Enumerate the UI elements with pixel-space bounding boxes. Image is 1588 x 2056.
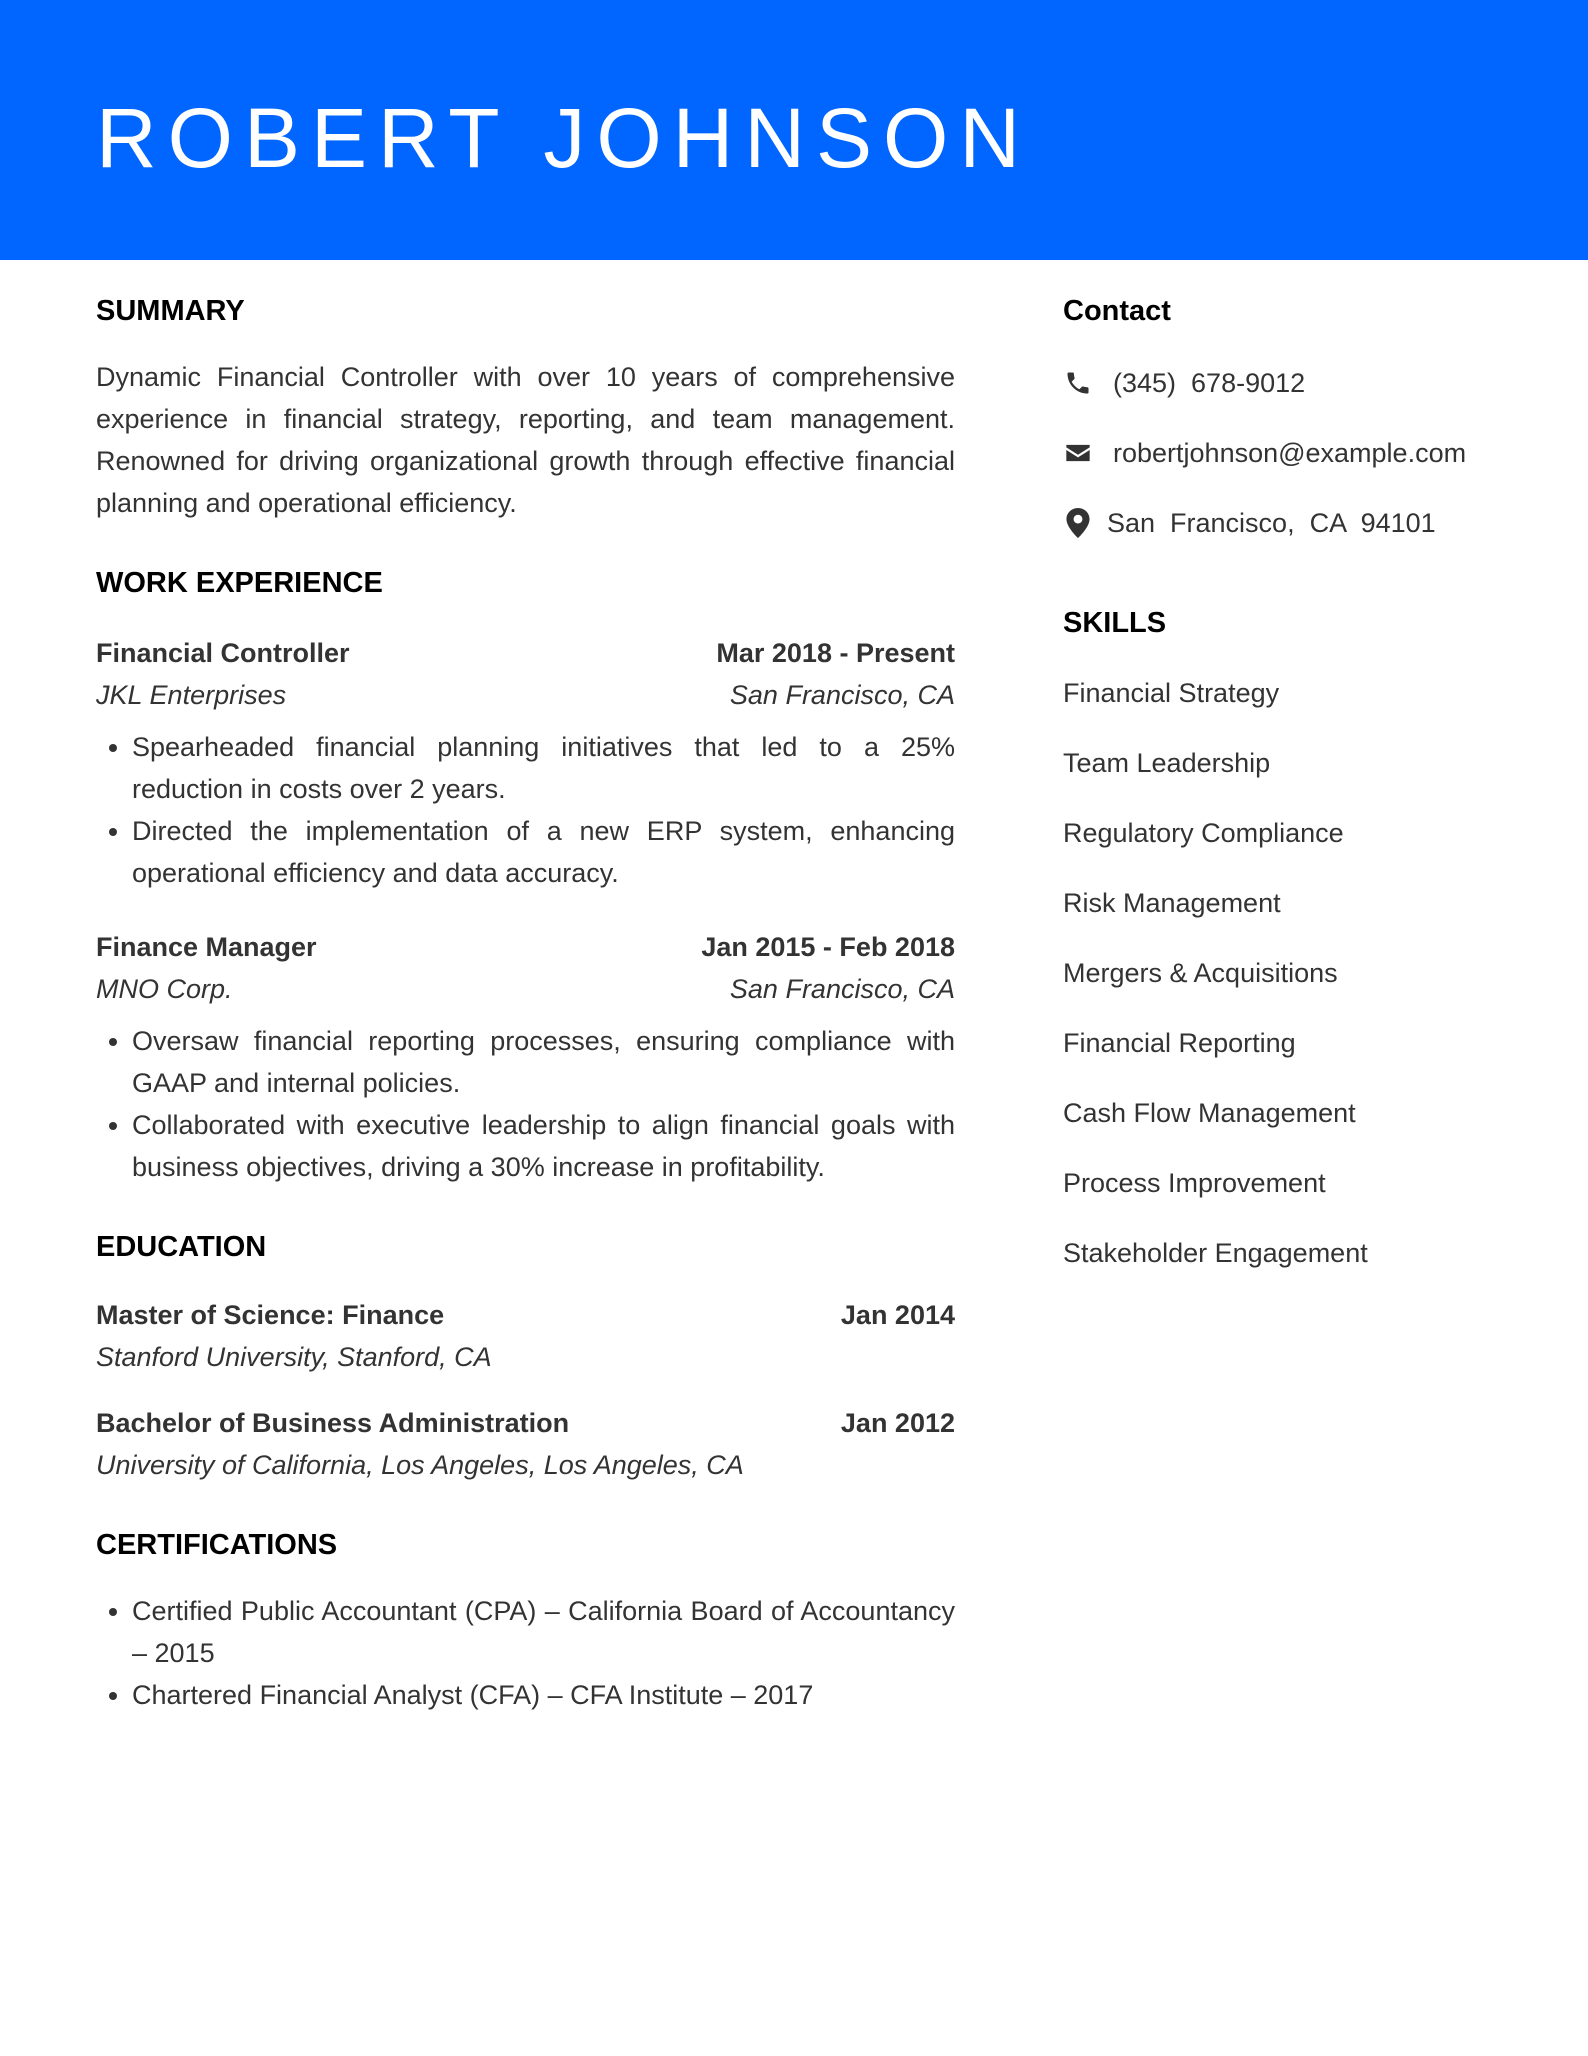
header-banner bbox=[0, 0, 1588, 260]
list-item: • Collaborated with executive leadership to align financial goals with business objectives, driving a 30% increase in profitability. bbox=[132, 1104, 955, 1188]
skill-item: Team Leadership bbox=[1063, 748, 1271, 778]
contact-section bbox=[1063, 290, 1503, 544]
job-company-row bbox=[96, 968, 955, 1010]
education-header-row bbox=[96, 1294, 955, 1336]
education-section bbox=[96, 1226, 955, 1486]
education-degree: Bachelor of Business Administration bbox=[96, 1408, 570, 1438]
side-column bbox=[1063, 290, 1503, 1302]
phone-icon bbox=[1063, 368, 1093, 398]
job-dates: Jan 2015 - Feb 2018 bbox=[701, 932, 955, 962]
candidate-name: ROBERT JOHNSON bbox=[96, 91, 1032, 185]
job-role: Finance Manager bbox=[96, 932, 317, 962]
skill-item: Financial Reporting bbox=[1063, 1028, 1296, 1058]
skill-item: Mergers & Acquisitions bbox=[1063, 958, 1338, 988]
education-date: Jan 2012 bbox=[840, 1408, 955, 1438]
list-item: • Directed the implementation of a new ERP system, enhancing operational efficiency and data accuracy. bbox=[132, 810, 955, 894]
job-location: San Francisco, CA bbox=[729, 974, 955, 1004]
main-column bbox=[96, 290, 955, 1716]
summary-text: Dynamic Financial Controller with over 10 years of comprehensive experience in financial strategy, reporting, and team management. Renowned for driving organizational growth through effective financial planning and operational efficiency. bbox=[96, 362, 955, 518]
job-entry bbox=[96, 632, 955, 894]
education-school-row bbox=[96, 1444, 955, 1486]
skills-heading: SKILLS bbox=[1063, 607, 1167, 639]
contact-phone-text: (345) 678-9012 bbox=[1113, 368, 1306, 398]
job-bullets bbox=[96, 1020, 955, 1188]
education-school-row bbox=[96, 1336, 955, 1378]
map-pin-icon bbox=[1063, 508, 1093, 538]
skill-item: Cash Flow Management bbox=[1063, 1098, 1356, 1128]
education-heading: EDUCATION bbox=[96, 1231, 267, 1263]
education-school: University of California, Los Angeles, Los Angeles, CA bbox=[96, 1450, 744, 1480]
contact-address-text: San Francisco, CA 94101 bbox=[1107, 508, 1436, 538]
contact-heading: Contact bbox=[1063, 295, 1171, 327]
skills-section bbox=[1063, 602, 1503, 1274]
job-entry bbox=[96, 926, 955, 1188]
skill-item: Process Improvement bbox=[1063, 1168, 1326, 1198]
skill-item: Risk Management bbox=[1063, 888, 1281, 918]
education-header-row bbox=[96, 1402, 955, 1444]
summary-section bbox=[96, 290, 955, 524]
work-experience-heading: WORK EXPERIENCE bbox=[96, 567, 383, 599]
job-company: MNO Corp. bbox=[96, 974, 233, 1004]
list-item: • Oversaw financial reporting processes, ensuring compliance with GAAP and internal policies. bbox=[132, 1020, 955, 1104]
list-item: • Certified Public Accountant (CPA) – California Board of Accountancy – 2015 bbox=[132, 1590, 955, 1674]
job-bullets bbox=[96, 726, 955, 894]
skills-list bbox=[1063, 672, 1503, 1274]
envelope-icon bbox=[1063, 438, 1093, 468]
education-entry bbox=[96, 1294, 955, 1378]
contact-phone bbox=[1063, 362, 1503, 404]
education-degree: Master of Science: Finance bbox=[96, 1300, 445, 1330]
education-date: Jan 2014 bbox=[840, 1300, 955, 1330]
job-header-row bbox=[96, 632, 955, 674]
skill-item: Regulatory Compliance bbox=[1063, 818, 1344, 848]
certifications-heading: CERTIFICATIONS bbox=[96, 1529, 338, 1561]
contact-email bbox=[1063, 432, 1503, 474]
education-school: Stanford University, Stanford, CA bbox=[96, 1342, 492, 1372]
list-item: • Spearheaded financial planning initiatives that led to a 25% reduction in costs over 2 years. bbox=[132, 726, 955, 810]
skill-item: Financial Strategy bbox=[1063, 678, 1280, 708]
skill-item: Stakeholder Engagement bbox=[1063, 1238, 1368, 1268]
job-location: San Francisco, CA bbox=[729, 680, 955, 710]
education-entry bbox=[96, 1402, 955, 1486]
job-company-row bbox=[96, 674, 955, 716]
certifications-list bbox=[96, 1590, 955, 1716]
job-company: JKL Enterprises bbox=[96, 680, 287, 710]
list-item: • Chartered Financial Analyst (CFA) – CFA Institute – 2017 bbox=[132, 1674, 955, 1716]
job-header-row bbox=[96, 926, 955, 968]
contact-address bbox=[1063, 502, 1503, 544]
contact-email-text: robertjohnson@example.com bbox=[1113, 438, 1467, 468]
job-role: Financial Controller bbox=[96, 638, 350, 668]
work-experience-section bbox=[96, 562, 955, 1188]
job-dates: Mar 2018 - Present bbox=[716, 638, 955, 668]
certifications-section bbox=[96, 1524, 955, 1716]
summary-heading: SUMMARY bbox=[96, 295, 245, 327]
